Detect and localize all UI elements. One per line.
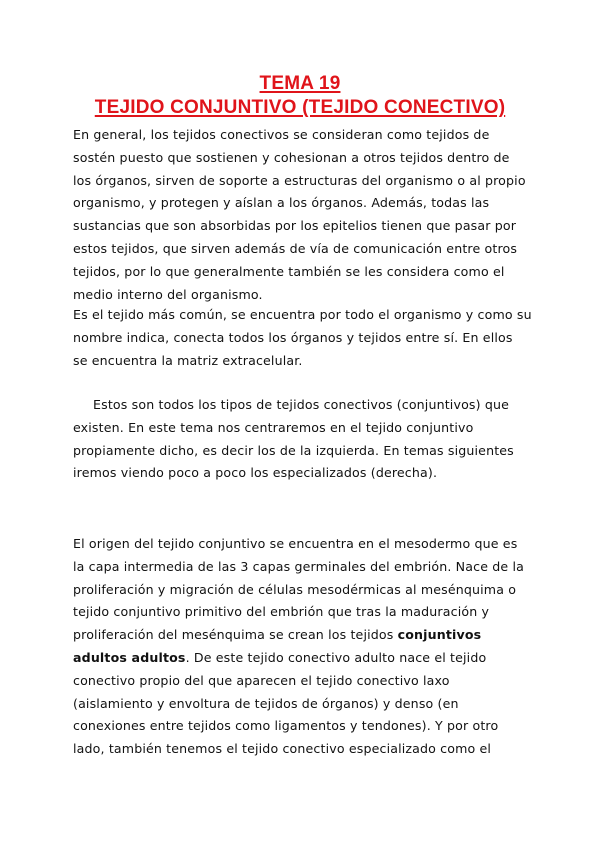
text-line: proliferación y migración de células mesodérmicas al mesénquima o: [73, 581, 517, 597]
paragraph-origin: [73, 533, 533, 761]
text-line: [73, 624, 533, 647]
text-line: se encuentra la matriz extracelular.: [73, 352, 303, 368]
text-line: conexiones entre tejidos como ligamentos y tendones). Y por otro: [73, 718, 499, 734]
text-line: En general, los tejidos conectivos se consideran como tejidos de: [73, 127, 490, 142]
text-line: tejido conjuntivo primitivo del embrión que tras la maduración y: [73, 604, 490, 620]
text-line: nombre indica, conecta todos los órganos y tejidos entre sí. En ellos: [73, 329, 513, 345]
text-line: propiamente dicho, es decir los de la izquierda. En temas siguientes: [73, 442, 514, 458]
paragraph-definition: [73, 124, 533, 306]
paragraph-common-tissue: [73, 304, 533, 372]
text-line: medio interno del organismo.: [73, 286, 263, 302]
text-segment: . De este tejido conectivo adulto nace el tejido: [185, 649, 487, 665]
text-line: sostén puesto que sostienen y cohesionan a otros tejidos dentro de: [73, 149, 510, 165]
text-line: sustancias que son absorbidas por los epitelios tienen que pasar por: [73, 218, 517, 234]
text-line: existen. En este tema nos centraremos en el tejido conjuntivo: [73, 419, 474, 435]
text-line: la capa intermedia de las 3 capas germinales del embrión. Nace de la: [73, 558, 524, 574]
text-line: conectivo propio del que aparecen el tejido conectivo laxo: [73, 672, 450, 688]
page-subtitle: TEJIDO CONJUNTIVO (TEJIDO CONECTIVO): [94, 97, 506, 118]
text-line: lado, también tenemos el tejido conectivo especializado como el: [73, 741, 492, 757]
bold-term: conjuntivos: [397, 627, 482, 643]
paragraph-tissue-types: [73, 394, 533, 485]
text-line: los órganos, sirven de soporte a estructuras del organismo o al propio: [73, 172, 526, 188]
text-line: tejidos, por lo que generalmente también se les considera como el: [73, 263, 505, 279]
text-line: Es el tejido más común, se encuentra por todo el organismo y como su: [73, 307, 532, 322]
text-line: organismo, y protegen y aíslan a los órganos. Además, todas las: [73, 195, 490, 211]
text-line: iremos viendo poco a poco los especializados (derecha).: [73, 465, 438, 481]
text-line: [73, 647, 533, 670]
text-line: estos tejidos, que sirven además de vía de comunicación entre otros: [73, 240, 518, 256]
bold-term: adultos adultos: [73, 649, 186, 665]
page-title: TEMA 19: [259, 73, 341, 94]
text-line: Estos son todos los tipos de tejidos conectivos (conjuntivos) que: [93, 397, 510, 412]
text-line: El origen del tejido conjuntivo se encuentra en el mesodermo que es: [73, 536, 518, 551]
text-line: (aislamiento y envoltura de tejidos de órganos) y denso (en: [73, 695, 459, 711]
text-segment: proliferación del mesénquima se crean los tejidos: [73, 627, 398, 643]
